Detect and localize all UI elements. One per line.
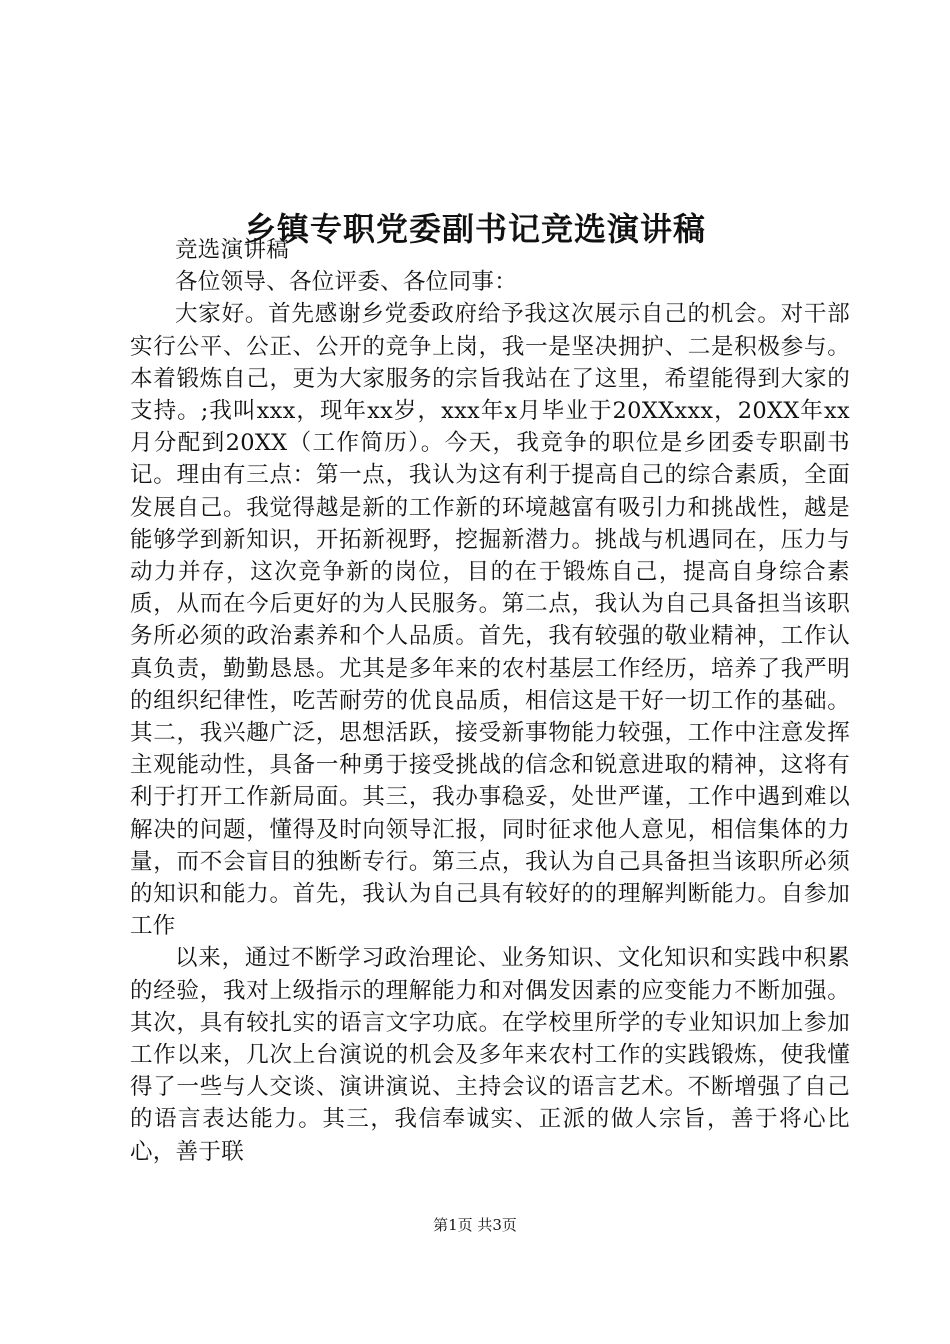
page-footer: 第1页 共3页 xyxy=(433,1216,517,1234)
paragraph-salutation: 各位领导、各位评委、各位同事： xyxy=(175,269,518,296)
page-title: 乡镇专职党委副书记竞选演讲稿 xyxy=(243,210,706,249)
document-body xyxy=(130,234,850,1168)
paragraph-body-2: 以来，通过不断学习政治理论、业务知识、文化知识和实践中积累的经验，我对上级指示的理解能力和对偶发因素的应变能力不断加强。其次，具有较扎实的语言文字功底。在学校里所学的专业知识加上参加工作以来，几次上台演说的机会及多年来农村工作的实践锻炼，使我懂得了一些与人交谈、演讲演说、主持会议的语言艺术。不断增强了自己的语言表达能力。其三，我信奉诚实、正派的做人宗旨，善于将心比心，善于联 xyxy=(130,945,850,1165)
paragraph-subtitle: 竞选演讲稿 xyxy=(175,237,290,263)
paragraph-body-1: 大家好。首先感谢乡党委政府给予我这次展示自己的机会。对干部实行公平、公正、公开的竞争上岗，我一是坚决拥护、二是积极参与。本着锻炼自己，更为大家服务的宗旨我站在了这里，希望能得到大家的支持。;我叫xxx，现年xx岁，xxx年x月毕业于20XXxxx，20XX年xx月分配到20XX（工作简历）。今天，我竞争的职位是乡团委专职副书记。理由有三点：第一点，我认为这有利于提高自己的综合素质，全面发展自己。我觉得越是新的工作新的环境越富有吸引力和挑战性，越是能够学到新知识，开拓新视野，挖掘新潜力。挑战与机遇同在，压力与动力并存，这次竞争新的岗位，目的在于锻炼自己，提高自身综合素质，从而在今后更好的为人民服务。第二点，我认为自己具备担当该职务所必须的政治素养和个人品质。首先，我有较强的敬业精神，工作认真负责，勤勤恳恳。尤其是多年来的农村基层工作经历，培养了我严明的组织纪律性，吃苦耐劳的优良品质，相信这是干好一切工作的基础。其二，我兴趣广泛，思想活跃，接受新事物能力较强，工作中注意发挥主观能动性，具备一种勇于接受挑战的信念和锐意进取的精神，这将有利于打开工作新局面。其三，我办事稳妥，处世严谨，工作中遇到难以解决的问题，懂得及时向领导汇报，同时征求他人意见，相信集体的力量，而不会盲目的独断专行。第三点，我认为自己具备担当该职所必须的知识和能力。首先，我认为自己具有较好的的理解判断能力。自参加工作 xyxy=(130,301,850,940)
